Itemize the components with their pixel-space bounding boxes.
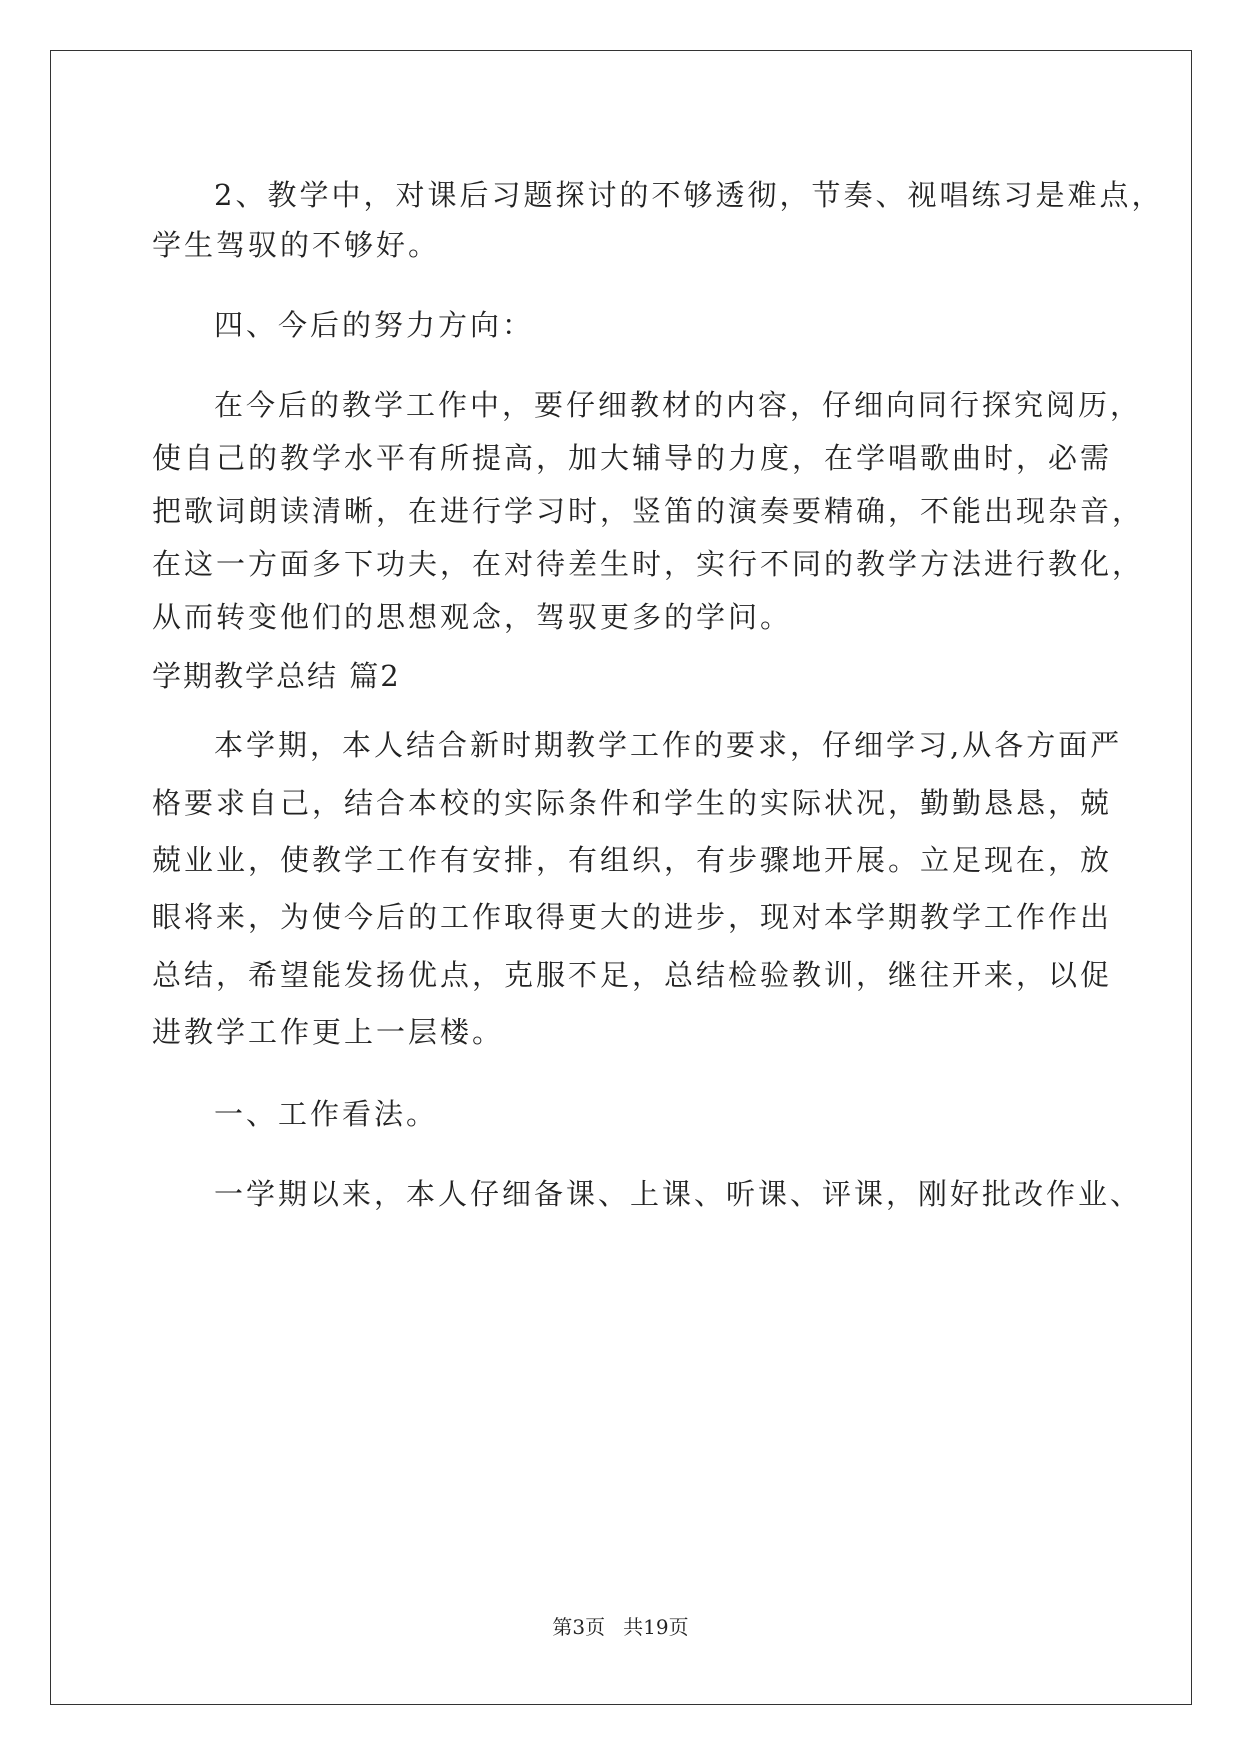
section-heading: 一、工作看法。 <box>214 1097 439 1131</box>
paragraph-line: 在这一方面多下功夫，在对待差生时，实行不同的教学方法进行教化， <box>152 547 1145 581</box>
page-footer <box>0 1614 1241 1640</box>
paragraph-line: 从而转变他们的思想观念，驾驭更多的学问。 <box>152 600 793 634</box>
paragraph-line: 本学期，本人结合新时期教学工作的要求，仔细学习,从各方面严 <box>214 728 1123 762</box>
paragraph-line: 把歌词朗读清晰，在进行学习时，竖笛的演奏要精确，不能出现杂音， <box>152 494 1145 528</box>
paragraph-line: 眼将来，为使今后的工作取得更大的进步，现对本学期教学工作作出 <box>152 900 1113 934</box>
paragraph-line: 进教学工作更上一层楼。 <box>152 1015 505 1049</box>
page-total: 共19页 <box>623 1615 689 1639</box>
article-title: 学期教学总结 篇2 <box>152 659 401 693</box>
paragraph-line: 学生驾驭的不够好。 <box>152 228 441 262</box>
paragraph-line: 总结，希望能发扬优点，克服不足，总结检验教训，继往开来，以促 <box>152 958 1113 992</box>
paragraph-line: 在今后的教学工作中，要仔细教材的内容，仔细向同行探究阅历， <box>214 388 1143 422</box>
section-heading: 四、今后的努力方向： <box>214 308 535 342</box>
paragraph-line: 兢业业，使教学工作有安排，有组织，有步骤地开展。立足现在，放 <box>152 843 1113 877</box>
page-number: 第3页 <box>552 1615 606 1639</box>
paragraph-line: 格要求自己，结合本校的实际条件和学生的实际状况，勤勤恳恳，兢 <box>152 786 1113 820</box>
paragraph-line: 使自己的教学水平有所提高，加大辅导的力度，在学唱歌曲时，必需 <box>152 441 1113 475</box>
paragraph-line: 2、教学中，对课后习题探讨的不够透彻，节奏、视唱练习是难点， <box>214 178 1164 212</box>
paragraph-line: 一学期以来，本人仔细备课、上课、听课、评课，刚好批改作业、 <box>214 1177 1143 1211</box>
